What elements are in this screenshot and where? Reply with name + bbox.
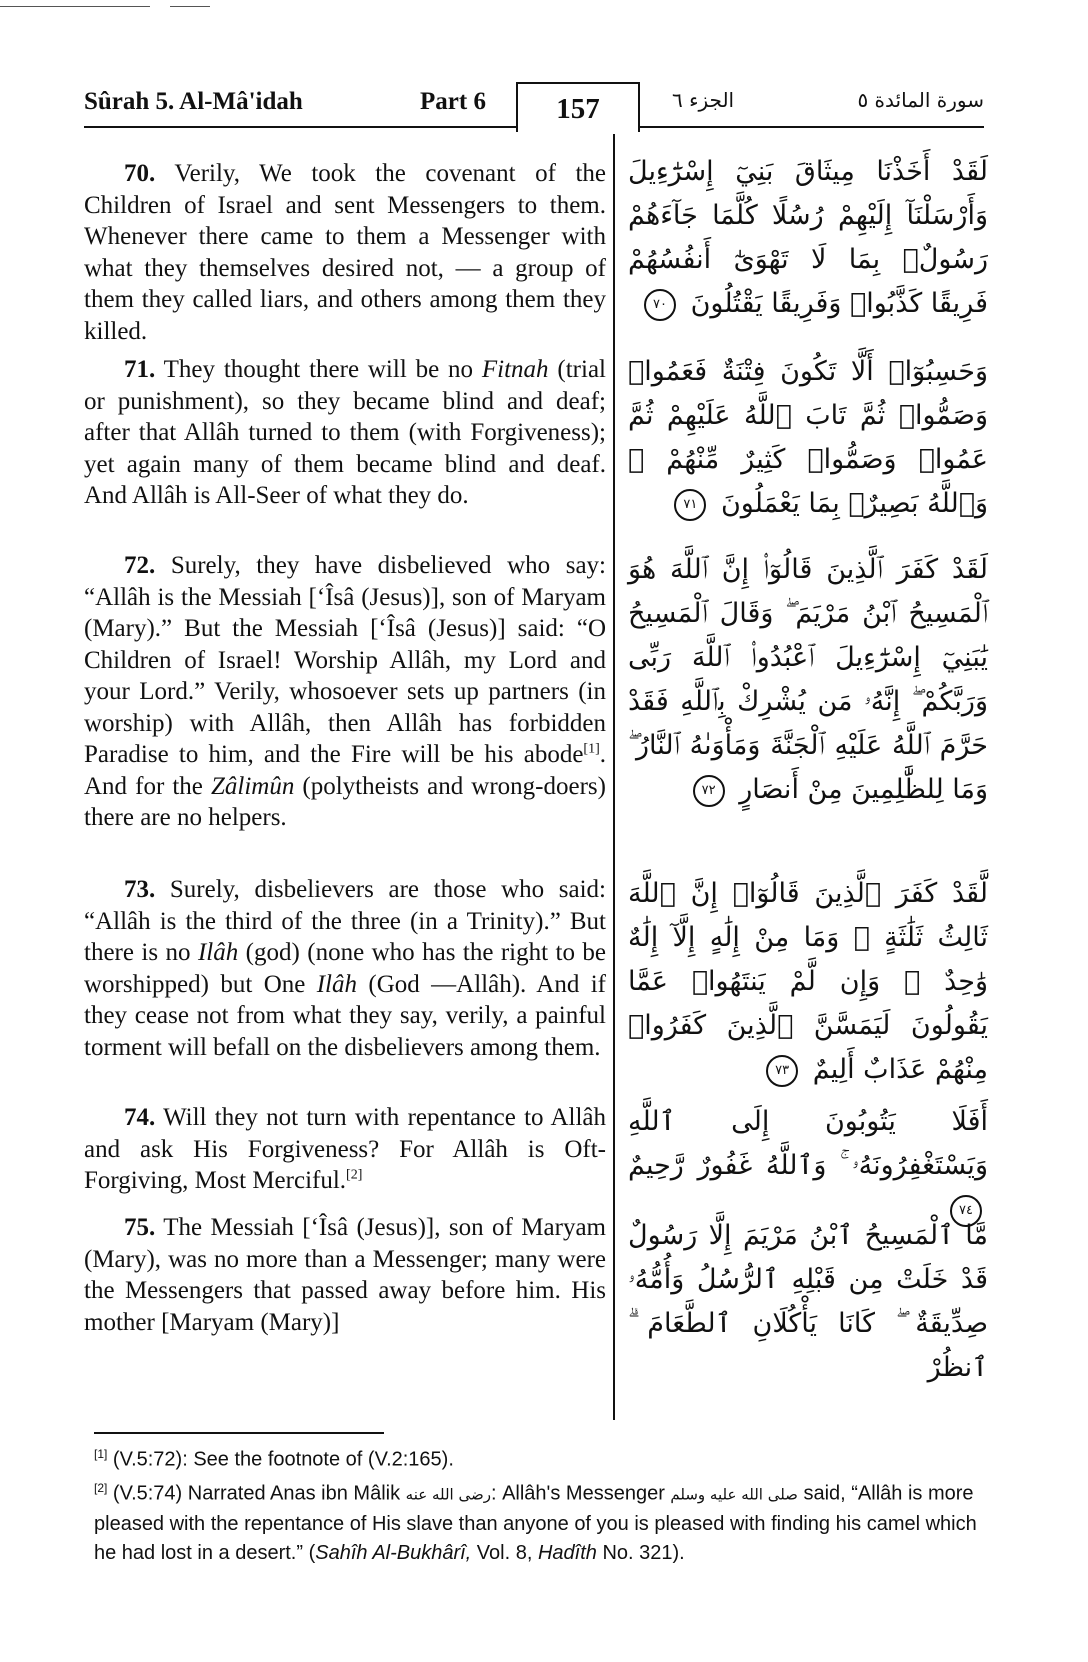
- verse-text: They thought there will be no: [163, 356, 482, 383]
- verse-number: 73.: [124, 876, 156, 903]
- column-divider: [613, 134, 615, 1420]
- part-label: Part 6: [420, 88, 486, 115]
- arabic-verse-75: [628, 1214, 988, 1390]
- verse-text: (trial or punishment), so they became blind and deaf; after that Allâh turned to them (with Forgiveness); yet again many of them became blind and deaf. And Allâh is All-Seer of what they do.: [84, 356, 606, 509]
- verse-number: 75.: [124, 1214, 156, 1241]
- arabic-honorific: رضى الله عنه: [405, 1485, 491, 1504]
- arabic-text: أَفَلَا يَتُوبُونَ إِلَى ٱللَّهِ وَيَسْتَغْفِرُونَهُۥ ۚ وَٱللَّهُ غَفُورٌ رَّحِيمٌ: [628, 1106, 988, 1181]
- verse-number: 70.: [124, 160, 156, 187]
- ayah-number-icon: ٧٣: [766, 1055, 798, 1087]
- footnote-text: Vol. 8,: [471, 1541, 538, 1564]
- footnote-ref[interactable]: [1]: [583, 741, 600, 757]
- footnote-mark: [1]: [94, 1447, 108, 1461]
- term-ilah: Ilâh: [197, 939, 239, 966]
- footnote-text: : Allâh's Messenger: [490, 1482, 671, 1505]
- page-number: 157: [516, 82, 640, 132]
- scan-edge-line: [0, 6, 150, 7]
- footnote-rule: [94, 1432, 384, 1434]
- footnote-mark: [2]: [94, 1481, 108, 1495]
- term-fitnah: Fitnah: [481, 356, 549, 383]
- verse-text: . And for the: [84, 741, 606, 800]
- verse-text: Surely, they have disbelieved who say: “Allâh is the Messiah [‘Îsâ (Jesus)], son of Maryam (Mary).” But the Messiah [‘Îsâ (Jesus)] said: “O Children of Israel! Worship Allâh, my Lord and your Lord.” Verily, whosoever sets up partners (in worship) with Allâh, then Allâh has forbidden Paradise to him, and the Fire will be his abode: [84, 552, 607, 768]
- arabic-verse-70: [628, 150, 988, 326]
- verse-number: 74.: [124, 1104, 156, 1131]
- verse-text: (God —Allâh). And if they cease not from what they say, verily, a painful torment will befall on the disbelievers among them.: [84, 970, 606, 1061]
- arabic-verse-72: [628, 548, 988, 812]
- verse-text: The Messiah [‘Îsâ (Jesus)], son of Maryam (Mary), was no more than a Messenger; many were the Messengers that passed away before him. His mother [Maryam (Mary)]: [84, 1214, 606, 1336]
- arabic-surah-title: سورة المائدة ٥: [857, 88, 984, 112]
- verse-73: [84, 874, 606, 1063]
- verse-number: 71.: [124, 356, 156, 383]
- verse-number: 72.: [124, 552, 156, 579]
- arabic-text: مَّا ٱلْمَسِيحُ ٱبْنُ مَرْيَمَ إِلَّا رَسُولٌ قَدْ خَلَتْ مِن قَبْلِهِ ٱلرُّسُلُ وَأُمُّهُۥ صِدِّيقَةٌ ۖ كَانَا يَأْكُلَانِ ٱلطَّعَامَ ۗ ٱنظُرْ: [628, 1220, 988, 1383]
- ayah-number-icon: ٧١: [674, 489, 706, 521]
- source-title: Sahîh Al-Bukhârî,: [315, 1541, 472, 1564]
- footnote-ref[interactable]: [2]: [346, 1167, 363, 1183]
- arabic-verse-74: [628, 1100, 988, 1232]
- footnote-1: [94, 1440, 984, 1475]
- ayah-number-icon: ٧٢: [693, 775, 725, 807]
- verse-71: [84, 354, 606, 512]
- verse-70: [84, 158, 606, 347]
- ayah-number-icon: ٧٠: [644, 289, 676, 321]
- footnote-text: (V.5:74) Narrated Anas ibn Mâlik: [112, 1482, 406, 1505]
- ayah-number-icon: ٧٤: [950, 1195, 982, 1227]
- verse-74: [84, 1102, 606, 1197]
- arabic-verse-73: [628, 872, 988, 1092]
- term-ilah: Ilâh: [316, 970, 358, 998]
- footnote-text: No. 321).: [596, 1541, 685, 1564]
- arabic-verse-71: [628, 350, 988, 526]
- scan-edge-line: [170, 6, 210, 7]
- surah-title: Sûrah 5. Al-Mâ'idah: [84, 88, 303, 115]
- verse-75: [84, 1212, 606, 1338]
- arabic-text: لَّقَدْ كَفَرَ ٱلَّذِينَ قَالُوٓا۟ إِنَّ ٱللَّهَ ثَالِثُ ثَلَٰثَةٍ ۘ وَمَا مِنْ إِلَٰهٍ إِلَّآ إِلَٰهٌ وَٰحِدٌ ۚ وَإِن لَّمْ يَنتَهُوا۟ عَمَّا يَقُولُونَ لَيَمَسَّنَّ ٱلَّذِينَ كَفَرُوا۟ مِنْهُمْ عَذَابٌ أَلِيمٌ: [628, 878, 988, 1085]
- page-header: [84, 82, 984, 128]
- arabic-text: لَقَدْ كَفَرَ ٱلَّذِينَ قَالُوٓا۟ إِنَّ ٱللَّهَ هُوَ ٱلْمَسِيحُ ٱبْنُ مَرْيَمَ ۖ وَقَالَ ٱلْمَسِيحُ يَٰبَنِيٓ إِسْرَٰٓءِيلَ ٱعْبُدُوا۟ ٱللَّهَ رَبِّى وَرَبَّكُمْ ۖ إِنَّهُۥ مَن يُشْرِكْ بِٱللَّهِ فَقَدْ حَرَّمَ ٱللَّهُ عَلَيْهِ ٱلْجَنَّةَ وَمَأْوَىٰهُ ٱلنَّارُ ۖ وَمَا لِلظَّٰلِمِينَ مِنْ أَنصَارٍ: [628, 554, 988, 805]
- verse-text: Will they not turn with repentance to Allâh and ask His Forgiveness? For Allâh is Oft-Forgiving, Most Merciful.: [84, 1104, 606, 1194]
- verse-72: [84, 550, 606, 834]
- verse-text: Verily, We took the covenant of the Children of Israel and sent Messengers to them. Whenever there came to them a Messenger with what they themselves desired not, — a group of them they called liars, and others among them they killed.: [84, 160, 606, 345]
- verse-text: (god) (none who has the right to be worshipped) but One: [84, 939, 606, 998]
- verse-text: Surely, disbelievers are those who said: “Allâh is the third of the three (in a Trinity).” But there is no: [84, 876, 607, 966]
- footnote-2: [94, 1474, 984, 1568]
- verse-text: (polytheists and wrong-doers) there are no helpers.: [84, 772, 606, 831]
- footnote-text: said, “Allâh is more pleased with the repentance of His slave than anyone of you is pleased with finding his camel which he had lost in a desert.” (: [94, 1482, 977, 1564]
- footnote-text: (V.5:72): See the footnote of (V.2:165).: [112, 1448, 454, 1471]
- arabic-honorific: صلى الله عليه وسلم: [670, 1485, 798, 1504]
- arabic-part-label: الجزء ٦: [672, 88, 735, 112]
- arabic-text: وَحَسِبُوٓا۟ أَلَّا تَكُونَ فِتْنَةٌ فَعَمُوا۟ وَصَمُّوا۟ ثُمَّ تَابَ ٱللَّهُ عَلَيْهِمْ ثُمَّ عَمُوا۟ وَصَمُّوا۟ كَثِيرٌ مِّنْهُمْ ۚ وَٱللَّهُ بَصِيرٌۢ بِمَا يَعْمَلُونَ: [628, 356, 988, 519]
- source-term: Hadîth: [537, 1541, 597, 1564]
- term-zalimun: Zâlimûn: [210, 772, 295, 800]
- arabic-text: لَقَدْ أَخَذْنَا مِيثَاقَ بَنِيٓ إِسْرَٰٓءِيلَ وَأَرْسَلْنَآ إِلَيْهِمْ رُسُلًا كُلَّمَا جَآءَهُمْ رَسُولٌۢ بِمَا لَا تَهْوَىٰٓ أَنفُسُهُمْ فَرِيقًا كَذَّبُوا۟ وَفَرِيقًا يَقْتُلُونَ: [628, 156, 988, 319]
